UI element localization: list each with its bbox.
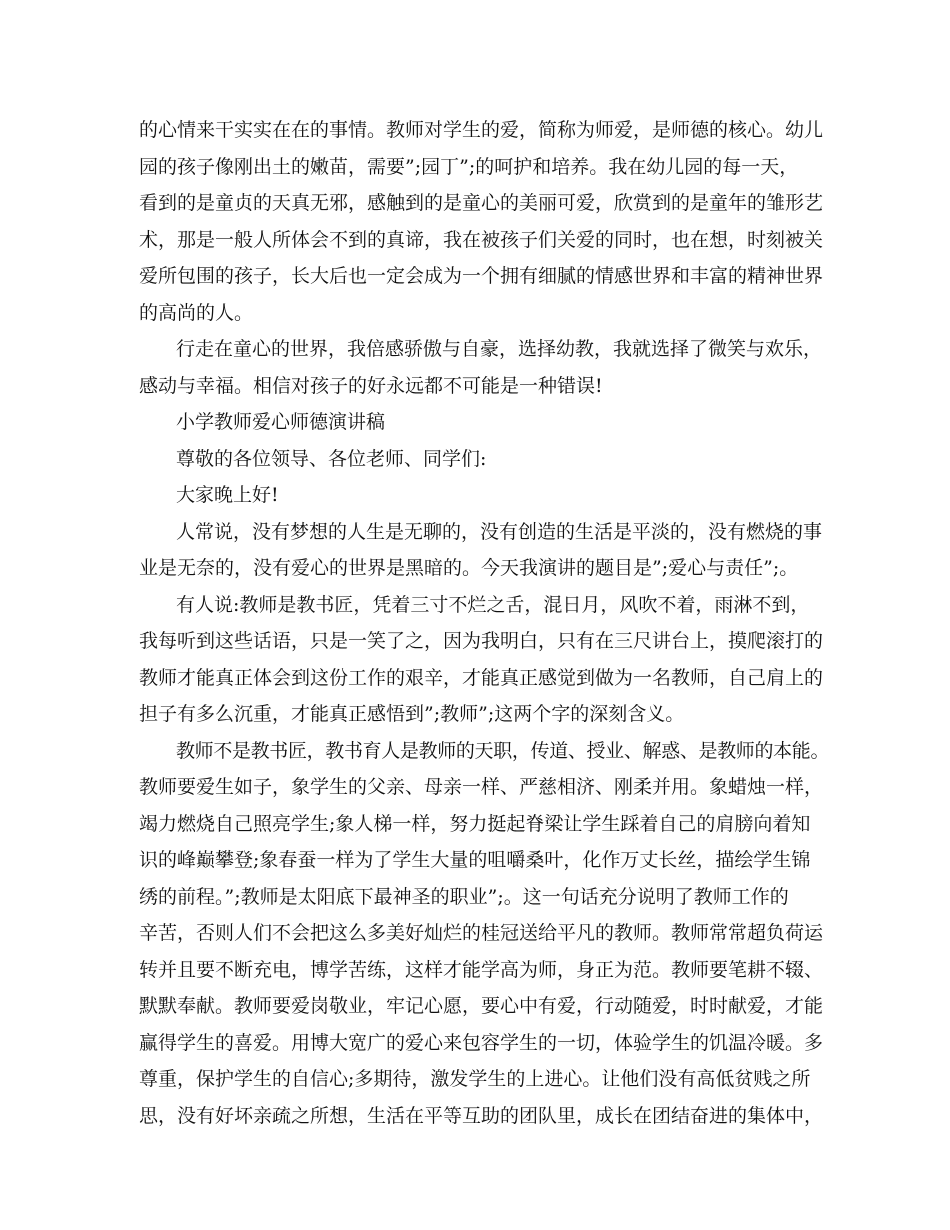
text-line: 教师不是教书匠，教书育人是教师的天职，传道、授业、解惑、是教师的本能。	[176, 739, 830, 762]
text-line: 思，没有好坏亲疏之所想，生活在平等互助的团队里，成长在团结奋进的集体中，	[139, 1104, 824, 1127]
text-line: 绣的前程。”;教师是太阳底下最神圣的职业”;。这一句话充分说明了教师工作的	[139, 885, 789, 908]
text-line: 默默奉献。教师要爱岗敬业，牢记心愿，要心中有爱，行动随爱，时时献爱，才能	[139, 995, 824, 1017]
text-line: 教师要爱生如子，象学生的父亲、母亲一样、严慈相济、刚柔并用。象蜡烛一样，	[139, 776, 824, 798]
text-line: 小学教师爱心师德演讲稿	[176, 411, 386, 433]
text-line: 大家晚上好!	[176, 484, 279, 506]
text-line: 行走在童心的世界，我倍感骄傲与自豪，选择幼教，我就选择了微笑与欢乐，	[176, 338, 823, 360]
text-line: 赢得学生的喜爱。用博大宽广的爱心来包容学生的一切，体验学生的饥温冷暖。多	[139, 1031, 824, 1054]
text-line: 担子有多么沉重，才能真正感悟到”;教师”;这两个字的深刻含义。	[139, 703, 685, 725]
text-line: 辛苦，否则人们不会把这么多美好灿烂的桂冠送给平凡的教师。教师常常超负荷运	[139, 922, 824, 944]
text-line: 人常说，没有梦想的人生是无聊的，没有创造的生活是平淡的，没有燃烧的事	[176, 520, 823, 543]
text-line: 爱所包围的孩子，长大后也一定会成为一个拥有细腻的情感世界和丰富的精神世界	[139, 265, 824, 287]
text-line: 竭力燃烧自己照亮学生;象人梯一样，努力挺起脊梁让学生踩着自己的肩膀向着知	[139, 812, 811, 835]
text-line: 尊重，保护学生的自信心;多期待，激发学生的上进心。让他们没有高低贫贱之所	[139, 1068, 811, 1090]
text-line: 的高尚的人。	[139, 301, 254, 324]
document-body	[139, 112, 830, 1134]
text-line: 感动与幸福。相信对孩子的好永远都不可能是一种错误!	[139, 374, 603, 397]
text-line: 我每听到这些话语，只是一笑了之，因为我明白，只有在三尺讲台上，摸爬滚打的	[139, 630, 824, 652]
text-line: 尊敬的各位领导、各位老师、同学们:	[176, 447, 487, 470]
text-line: 术，那是一般人所体会不到的真谛，我在被孩子们关爱的同时，也在想，时刻被关	[139, 228, 824, 251]
text-line: 识的峰巅攀登;象春蚕一样为了学生大量的咀嚼桑叶，化作万丈长丝，描绘学生锦	[139, 849, 811, 871]
text-line: 教师才能真正体会到这份工作的艰辛，才能真正感觉到做为一名教师，自己肩上的	[139, 666, 824, 689]
text-line: 的心情来干实实在在的事情。教师对学生的爱，简称为师爱，是师德的核心。幼儿	[139, 119, 824, 141]
text-line: 转并且要不断充电，博学苦练，这样才能学高为师，身正为范。教师要笔耕不辍、	[139, 958, 824, 981]
text-line: 业是无奈的，没有爱心的世界是黑暗的。今天我演讲的题目是”;爱心与责任”;。	[139, 557, 799, 579]
text-line: 园的孩子像刚出土的嫩苗，需要”;园丁”;的呵护和培养。我在幼儿园的每一天，	[139, 155, 799, 178]
text-line: 看到的是童贞的天真无邪，感触到的是童心的美丽可爱，欣赏到的是童年的雏形艺	[139, 192, 824, 214]
text-line: 有人说:教师是教书匠，凭着三寸不烂之舌，混日月，风吹不着，雨淋不到，	[176, 593, 810, 616]
